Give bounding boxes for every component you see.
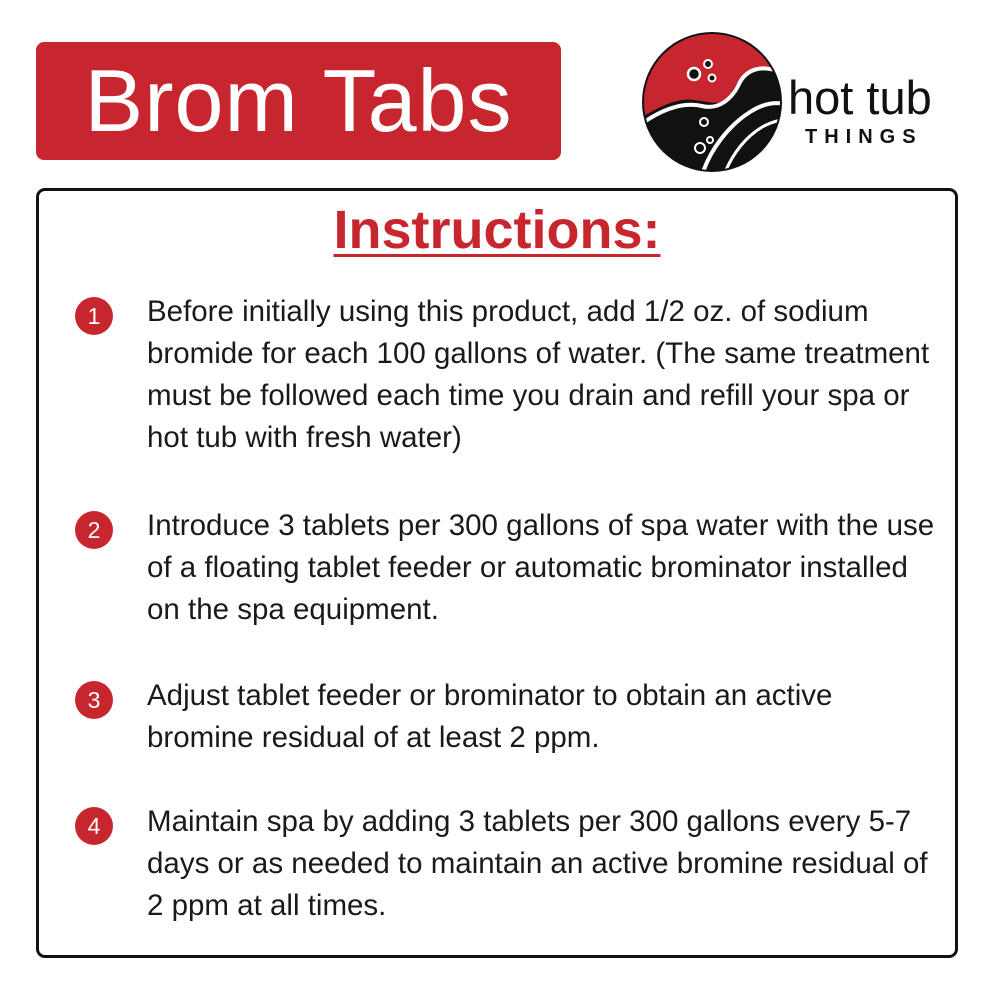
brand-logo	[640, 30, 980, 175]
instructions-heading: Instructions:	[333, 200, 661, 260]
hot-tub-logo-icon	[640, 30, 785, 175]
logo-subtitle: THINGS	[805, 126, 923, 148]
step-text: Before initially using this product, add 1/2 oz. of sodium bromide for each 100 gallons of water. (The same treatment must be followed each time you drain and refill your spa or hot tub with fresh water)	[147, 295, 930, 454]
page-title: Brom Tabs	[84, 51, 513, 150]
logo-wordmark: hot tub	[788, 71, 932, 124]
step-number-badge: 2	[75, 511, 113, 549]
step-number-badge: 3	[75, 681, 113, 719]
instructions-panel	[36, 188, 958, 958]
title-banner	[36, 42, 561, 160]
step-text: Introduce 3 tablets per 300 gallons of spa water with the use of a floating tablet feeder or automatic brominator installed on the spa equipment.	[147, 509, 935, 626]
step-number-badge: 1	[75, 297, 113, 335]
step-text: Maintain spa by adding 3 tablets per 300 gallons every 5-7 days or as needed to maintain an active bromine residual of 2 ppm at all times.	[147, 805, 928, 922]
step-text: Adjust tablet feeder or brominator to obtain an active bromine residual of at least 2 ppm.	[147, 679, 833, 754]
step-number-badge: 4	[75, 807, 113, 845]
